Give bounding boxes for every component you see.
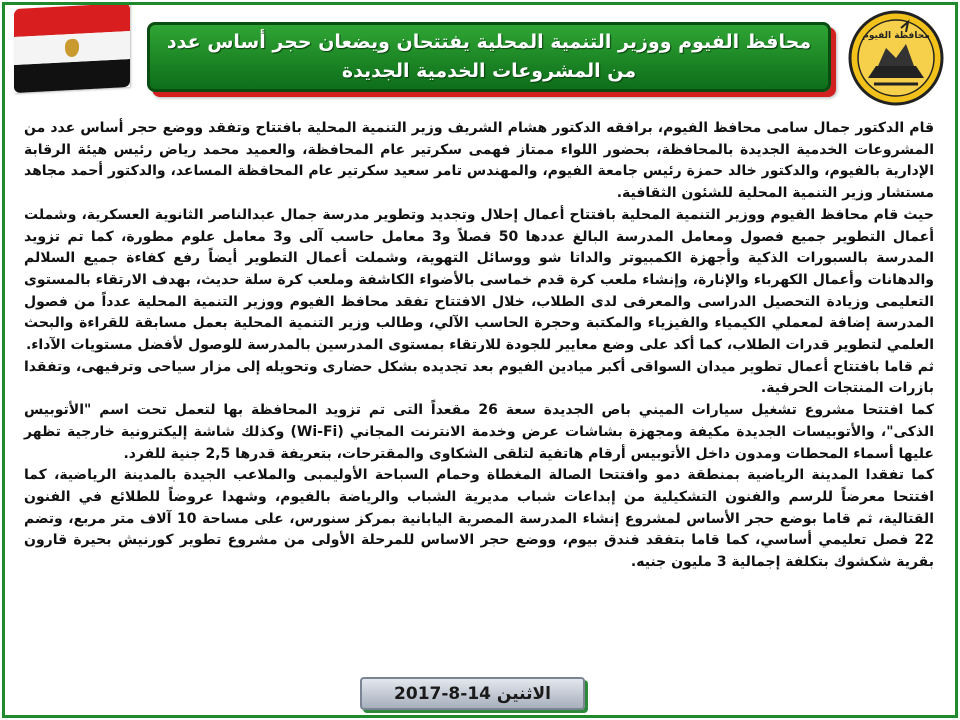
eagle-icon	[65, 39, 79, 58]
article-paragraph: كما افتتحا مشروع تشغيل سيارات الميني باص الجديدة سعة 26 مقعداً التى تم تزويد المحافظة بها لتعمل تحت اسم "الأتوبيس الذكى"، والأتوبيسات الجديدة مكيفة ومجهزة بشاشات عرض وخدمة الانترنت المجاني (Wi-Fi) وكذلك شاشة إليكترونية خارجية تظهر عليها أسماء المحطات ومدون داخل الأتوبيس أرقام هاتفية لتلقى الشكاوى والمقترحات، بتعريفة قدرها 2,5 جنية للفرد.	[24, 402, 935, 462]
article-body	[24, 118, 934, 574]
article-paragraph: كما تفقدا المدينة الرياضية بمنطقة دمو وافتتحا الصالة المغطاة وحمام السباحة الأوليمبى والملاعب الجيدة بالمدينة الرياضية، كما افتتحا معرضاً للرسم والفنون التشكيلية من إبداعات شباب مديرية الشباب والرياضة بالفيوم، وشهدا عروضاً للطلائع في الفنون القتالية، ثم قاما بوضع حجر الأساس لمشروع إنشاء المدرسة المصرية اليابانية بمركز سنورس، على مساحة 10 آلاف متر مربع، وتضم 22 فصل تعليمي أساسي، كما قاما بتفقد فندق بيوم، ووضع حجر الاساس للمرحلة الأولى من مشروع تطوير كورنيش بحيرة قارون بقرية شكشوك بتكلفة إجمالية 3 مليون جنيه.	[24, 467, 934, 571]
publish-date: الاثنين 14-8-2017	[394, 683, 551, 704]
headline-banner	[147, 22, 831, 92]
emblem-label: محافظة الفيوم	[862, 31, 930, 41]
article-paragraph: ثم قاما بافتتاح أعمال تطوير ميدان السواقى أكبر ميادين الفيوم بعد تجديده بشكل حضارى وتحويله إلى مزار سياحى وترفيهى، وتفقدا بازرات المنتجات الحرفية.	[24, 358, 934, 397]
article-paragraph: قام الدكتور جمال سامى محافظ الفيوم، برافقه الدكتور هشام الشريف وزير التنمية المحلية بافتتاح وتفقد ووضع حجر أساس عدد من المشروعات الخدمية الجديدة بالمحافظة، بحضور اللواء ممتاز فهمى سكرتير عام المحافظة، والعميد محمد رياض رئيس هيئة الرقابة الإدارية بالفيوم، والدكتور خالد حمزة رئيس جامعة الفيوم، والمهندس تامر سعيد سكرتير عام المحافظة المساعد، والدكتور أحمد مجاهد مستشار وزير التنمية المحلية للشئون الثقافية.	[24, 120, 934, 202]
article-paragraph: حيث قام محافظ الفيوم ووزير التنمية المحلية بافتتاح أعمال إحلال وتجديد وتطوير مدرسة جمال عبدالناصر الثانوية العسكرية، وشملت أعمال التطوير جميع فصول ومعامل المدرسة البالغ عددها 50 فصلاً و3 معامل حاسب آلى و3 معامل علوم مطورة، كما تم تزويد المدرسة بالسبورات الذكية وأجهزة الكمبيوتر والداتا شو ووسائل التهوية، وشملت أعمال التطوير أيضاً رفع كفاءة جميع السلالم والدهانات وأعمال الكهرباء والإنارة، وإنشاء ملعب كرة قدم خماسى بالأضواء الكاشفة وملعب كرة سلة حديث، بهدف الارتقاء بالمستوى التعليمى وزيادة التحصيل الدراسى والمعرفى لدى الطلاب، خلال الافتتاح تفقد محافظ الفيوم ووزير التنمية المحلية عدداً من فصول المدرسة إضافة لمعملي الكيمياء والفيزياء والمكتبة وحجرة الحاسب الآلي، وطالب وزير التنمية المحلية بعمل مسابقة للقراءة والبحث العلمي لتطوير قدرات الطلاب، كما أكد على وضع معايير للجودة للارتقاء بمستوى المدرسين بالمدرسة للوصول لأفضل مستويات الآداء.	[24, 206, 935, 354]
egypt-flag-icon	[14, 3, 130, 93]
fayoum-emblem-icon	[846, 8, 946, 108]
headline-title: محافظ الفيوم ووزير التنمية المحلية يفتتحان ويضعان حجر أساس عدد من المشروعات الخدمية الجديدة	[166, 31, 812, 82]
date-plate	[360, 677, 585, 710]
